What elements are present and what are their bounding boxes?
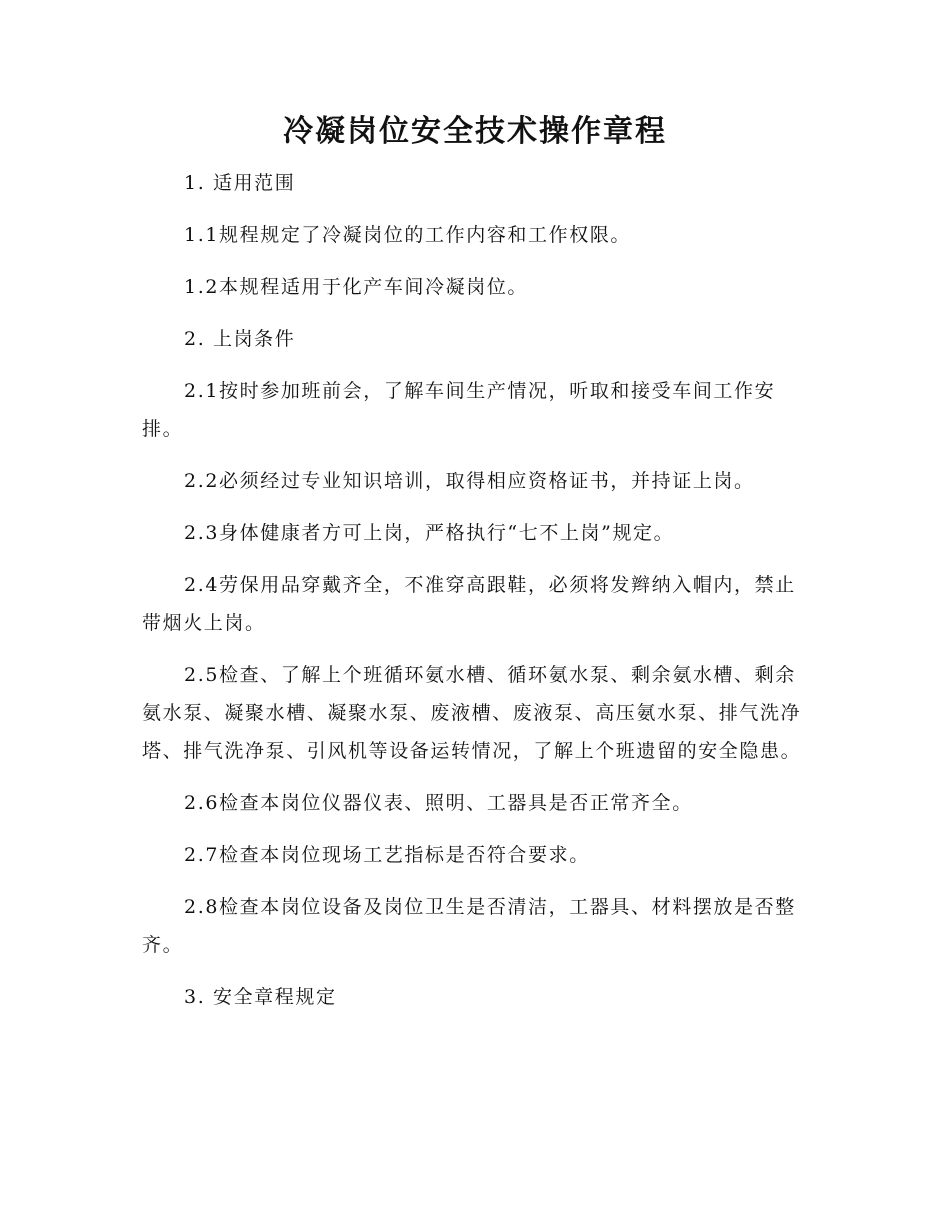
paragraph-1-2: 1.2本规程适用于化产车间冷凝岗位。 xyxy=(184,276,529,298)
paragraph-2-6: 2.6检查本岗位仪器仪表、照明、工器具是否正常齐全。 xyxy=(184,792,693,814)
paragraph-1-1: 1.1规程规定了冷凝岗位的工作内容和工作权限。 xyxy=(184,224,632,246)
paragraph-2-3: 2.3身体健康者方可上岗，严格执行“七不上岗”规定。 xyxy=(184,522,675,544)
section-heading-3: 3. 安全章程规定 xyxy=(184,986,337,1008)
document-title: 冷凝岗位安全技术操作章程 xyxy=(283,114,667,149)
paragraph-2-7: 2.7检查本岗位现场工艺指标是否符合要求。 xyxy=(184,844,590,866)
paragraph-2-2: 2.2必须经过专业知识培训，取得相应资格证书，并持证上岗。 xyxy=(184,470,755,492)
section-heading-1: 1. 适用范围 xyxy=(184,172,296,194)
document-body xyxy=(142,164,812,1030)
section-heading-2: 2. 上岗条件 xyxy=(184,328,296,350)
paragraph-2-8: 2.8检查本岗位设备及岗位卫生是否清洁，工器具、材料摆放是否整齐。 xyxy=(142,896,796,956)
paragraph-2-5: 2.5检查、了解上个班循环氨水槽、循环氨水泵、剩余氨水槽、剩余氨水泵、凝聚水槽、凝聚水泵、废液槽、废液泵、高压氨水泵、排气洗净塔、排气洗净泵、引风机等设备运转情况，了解上个班遗留的安全隐患。 xyxy=(142,664,802,762)
paragraph-2-1: 2.1按时参加班前会，了解车间生产情况，听取和接受车间工作安排。 xyxy=(142,380,776,440)
paragraph-2-4: 2.4劳保用品穿戴齐全，不准穿高跟鞋，必须将发辫纳入帽内，禁止带烟火上岗。 xyxy=(142,574,796,634)
